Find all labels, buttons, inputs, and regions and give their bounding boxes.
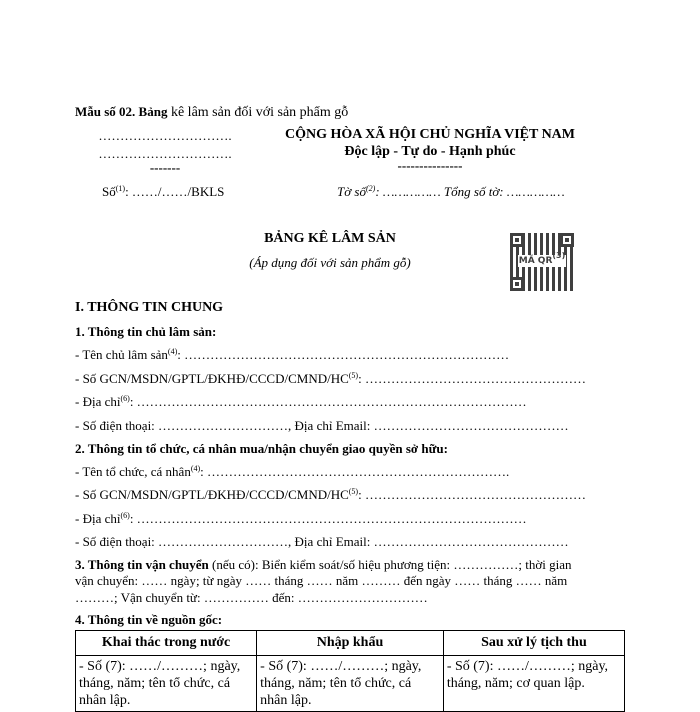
owner-phone-email-line[interactable]: - Số điện thoại: …………………………, Địa chỉ Email: ………………………………………	[75, 418, 569, 433]
table-row	[76, 656, 625, 712]
form-reference-text: kê lâm sản đối với sản phẩm gỗ	[167, 105, 349, 120]
owner-address-label: - Địa chỉ	[75, 394, 121, 409]
column-domestic: Khai thác trong nước	[76, 631, 257, 656]
buyer-heading: 2. Thông tin tổ chức, cá nhân mua/nhận chuyển giao quyền sở hữu:	[75, 441, 448, 456]
buyer-id-line	[75, 487, 586, 503]
sheet-number	[337, 184, 565, 200]
transport-line-2[interactable]: vận chuyển: …… ngày; từ ngày …… tháng …… năm ……… đến ngày …… tháng …… năm	[75, 573, 568, 588]
qr-finder-icon	[560, 233, 574, 247]
domestic-cell[interactable]: - Số (7): ……/………; ngày, tháng, năm; tên tổ chức, cá nhân lập.	[76, 656, 257, 712]
column-import: Nhập khẩu	[257, 631, 444, 656]
form-reference-bold: Mẫu số 02. Bảng	[75, 104, 168, 119]
buyer-id-footnote: (5)	[348, 487, 359, 496]
buyer-id-label: - Số GCN/MSDN/GPTL/ĐKHĐ/CCCD/CMND/HC	[75, 487, 349, 502]
number-label: Số	[102, 184, 116, 199]
nation-motto: Độc lập - Tự do - Hạnh phúc	[344, 144, 516, 159]
number-footnote: (1)	[115, 184, 126, 193]
sheet-footnote: (2)	[365, 184, 376, 193]
issuer-dashes: -------	[149, 160, 181, 175]
origin-table-header	[76, 631, 625, 656]
buyer-address-field[interactable]: : ………………………………………………………………………………	[129, 511, 527, 526]
qr-code	[510, 233, 574, 291]
owner-address-line	[75, 394, 527, 410]
owner-name-field[interactable]: : …………………………………………………………………	[177, 347, 510, 362]
document-number	[102, 184, 224, 200]
buyer-id-field[interactable]: : ……………………………………………	[358, 487, 586, 502]
qr-finder-icon	[510, 277, 524, 291]
buyer-name-line	[75, 464, 509, 480]
buyer-address-label: - Địa chỉ	[75, 511, 121, 526]
qr-footnote: (3)	[552, 251, 566, 260]
import-cell[interactable]: - Số (7): ……/………; ngày, tháng, năm; tên tổ chức, cá nhân lập.	[257, 656, 444, 712]
buyer-name-label: - Tên tổ chức, cá nhân	[75, 464, 191, 479]
motto-dashes: ---------------	[397, 158, 463, 173]
transport-line-3[interactable]: ………; Vận chuyển từ: …………… đến: …………………………	[75, 590, 428, 605]
owner-address-footnote: (6)	[120, 394, 130, 403]
owner-name-line	[75, 347, 509, 363]
confiscated-cell[interactable]: - Số (7): ……/………; ngày, tháng, năm; cơ quan lập.	[443, 656, 624, 712]
owner-name-footnote: (4)	[167, 347, 178, 356]
owner-id-field[interactable]: : ……………………………………………	[358, 371, 586, 386]
issuer-line-2: ………………………….	[98, 146, 232, 161]
sheet-label: Tờ số	[337, 184, 366, 199]
column-confiscated: Sau xử lý tịch thu	[443, 631, 624, 656]
owner-heading: 1. Thông tin chủ lâm sản:	[75, 324, 217, 339]
nation-title: CỘNG HÒA XÃ HỘI CHỦ NGHĨA VIỆT NAM	[284, 127, 575, 142]
qr-label-text: MÃ QR	[518, 256, 553, 266]
owner-id-footnote: (5)	[348, 371, 359, 380]
owner-id-label: - Số GCN/MSDN/GPTL/ĐKHĐ/CCCD/CMND/HC	[75, 371, 349, 386]
buyer-name-field[interactable]: : …………………………………………………………….	[200, 464, 510, 479]
document-subtitle: (Áp dụng đối với sản phẩm gỗ)	[249, 255, 411, 270]
owner-id-line	[75, 371, 586, 387]
qr-label	[518, 251, 566, 267]
issuer-line-1: ………………………….	[98, 128, 232, 143]
sheet-value: : …………… Tổng số tờ: ……………	[375, 184, 565, 199]
owner-address-field[interactable]: : ………………………………………………………………………………	[129, 394, 527, 409]
origin-heading: 4. Thông tin về nguồn gốc:	[75, 612, 223, 627]
transport-vehicle-field[interactable]: (nếu có): Biển kiểm soát/số hiệu phương tiện: ……………; thời gian	[208, 557, 572, 572]
qr-finder-icon	[510, 233, 524, 247]
document-title: BẢNG KÊ LÂM SẢN	[264, 231, 396, 246]
buyer-address-footnote: (6)	[120, 511, 130, 520]
number-value: : ……/……/BKLS	[125, 184, 225, 199]
buyer-phone-email-line[interactable]: - Số điện thoại: …………………………, Địa chỉ Email: ………………………………………	[75, 534, 569, 549]
owner-name-label: - Tên chủ lâm sản	[75, 347, 168, 362]
section-1-heading: I. THÔNG TIN CHUNG	[75, 300, 224, 315]
form-reference	[75, 104, 348, 121]
buyer-name-footnote: (4)	[190, 464, 201, 473]
buyer-address-line	[75, 511, 527, 527]
transport-line-1	[75, 557, 572, 573]
transport-heading: 3. Thông tin vận chuyển	[75, 557, 209, 572]
